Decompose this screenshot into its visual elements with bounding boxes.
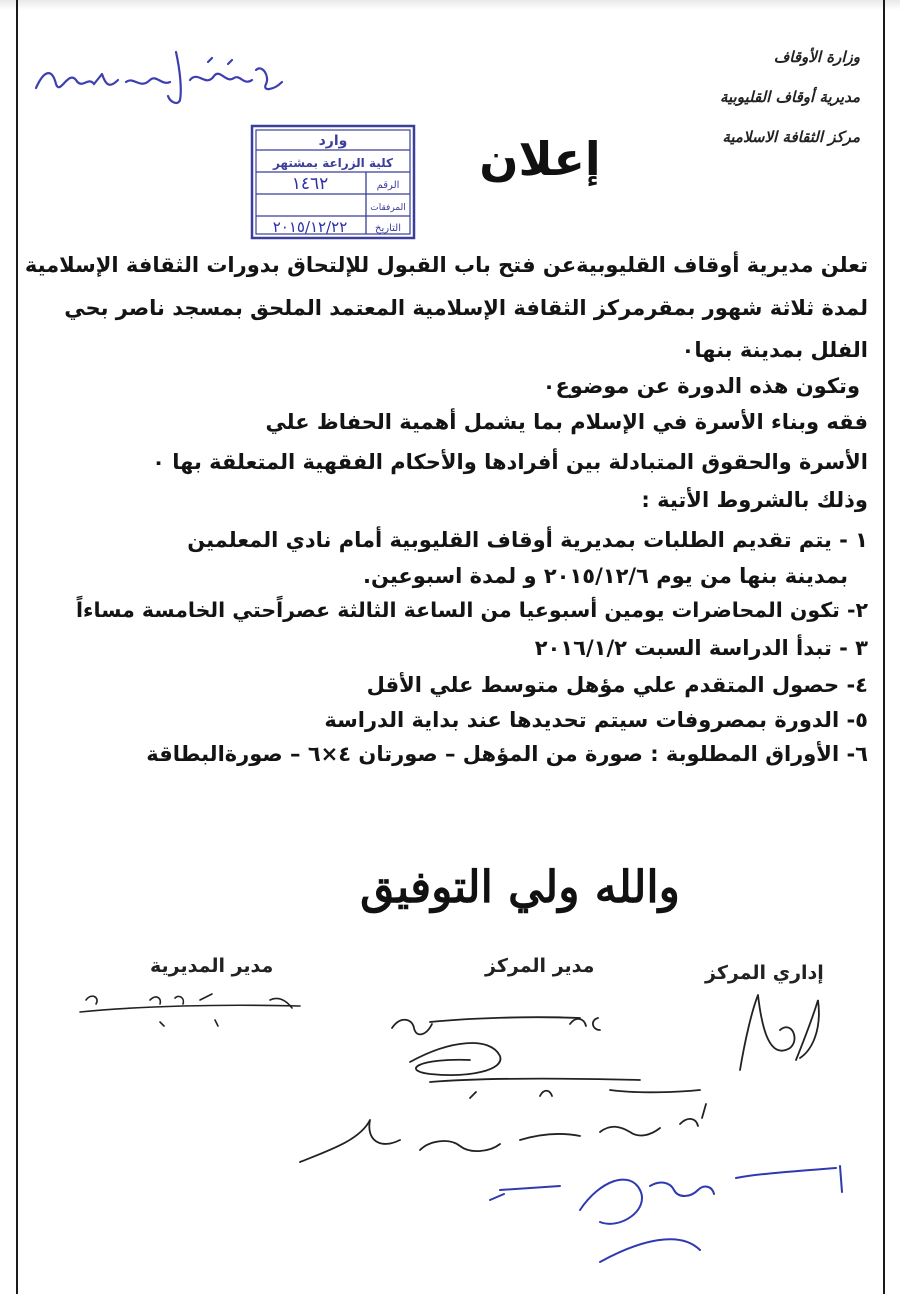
- relations-signature: [300, 1104, 706, 1162]
- admin-signature: [740, 995, 819, 1070]
- center-name: مركز الثقافة الاسلامية: [722, 128, 860, 146]
- stamp-attachments-label: المرفقات: [370, 203, 406, 213]
- stamp-college: كلية الزراعة بمشتهر: [272, 156, 394, 170]
- condition-item: ٢- تكون المحاضرات يومين أسبوعيا من الساعة الثالثة عصراًحتي الخامسة مساءاً: [76, 598, 868, 622]
- page-right-border: [883, 0, 885, 1294]
- admin-title: إداري المركز: [705, 962, 824, 984]
- ministry-name: وزارة الأوقاف: [773, 48, 860, 66]
- page-title: إعلان: [479, 132, 601, 186]
- body-line: الفلل بمدينة بنها٠: [681, 338, 868, 362]
- condition-item: ٥- الدورة بمصروفات سيتم تحديدها عند بداية الدراسة: [324, 708, 868, 732]
- letterhead: [640, 48, 860, 146]
- closing-phrase: والله ولي التوفيق: [360, 862, 680, 913]
- stamp-number: ١٤٦٢: [291, 174, 329, 194]
- body-line: وتكون هذه الدورة عن موضوع٠: [542, 374, 860, 398]
- directorate-director-title: مدير المديرية: [150, 955, 274, 977]
- body-line: تعلن مديرية أوقاف القليوبيةعن فتح باب القبول للإلتحاق بدورات الثقافة الإسلامية: [24, 253, 868, 277]
- body-line: لمدة ثلاثة شهور بمقرمركز الثقافة الإسلامية المعتمد الملحق بمسجد ناصر بحي: [64, 296, 868, 320]
- conditions-intro: وذلك بالشروط الأتية :: [641, 488, 868, 512]
- condition-item: ٤- حصول المتقدم علي مؤهل متوسط علي الأقل: [366, 673, 868, 697]
- stamp-date: ٢٠١٥/١٢/٢٢: [272, 218, 348, 236]
- condition-item: ٦- الأوراق المطلوبة : صورة من المؤهل – صورتان ٤×٦ – صورةالبطاقة: [146, 742, 868, 766]
- center-director-title: مدير المركز: [485, 955, 595, 977]
- scan-top-edge: [0, 0, 900, 10]
- incoming-stamp: [248, 122, 418, 242]
- condition-item: ٣ - تبدأ الدراسة السبت ٢٠١٦/١/٢: [534, 636, 868, 660]
- condition-item: ١ - يتم تقديم الطلبات بمديرية أوقاف القليوبية أمام نادي المعلمين: [187, 528, 868, 552]
- center-director-signature: [392, 1017, 700, 1098]
- handwritten-note: [30, 40, 290, 110]
- stamp-heading: وارد: [318, 133, 348, 149]
- stamp-number-label: الرقم: [376, 180, 400, 191]
- directorate-director-signature: [80, 994, 300, 1026]
- condition-item: بمدينة بنها من يوم ٢٠١٥/١٢/٦ و لمدة اسبوعين.: [362, 564, 848, 588]
- stamp-date-label: التاريخ: [375, 223, 401, 234]
- directorate-name: مديرية أوقاف القليوبية: [719, 88, 860, 106]
- relations-blue-signature: [490, 1166, 842, 1262]
- body-line: الأسرة والحقوق المتبادلة بين أفرادها والأحكام الفقهية المتعلقة بها ٠: [152, 450, 868, 474]
- body-line: فقه وبناء الأسرة في الإسلام بما يشمل أهمية الحفاظ علي: [265, 410, 868, 434]
